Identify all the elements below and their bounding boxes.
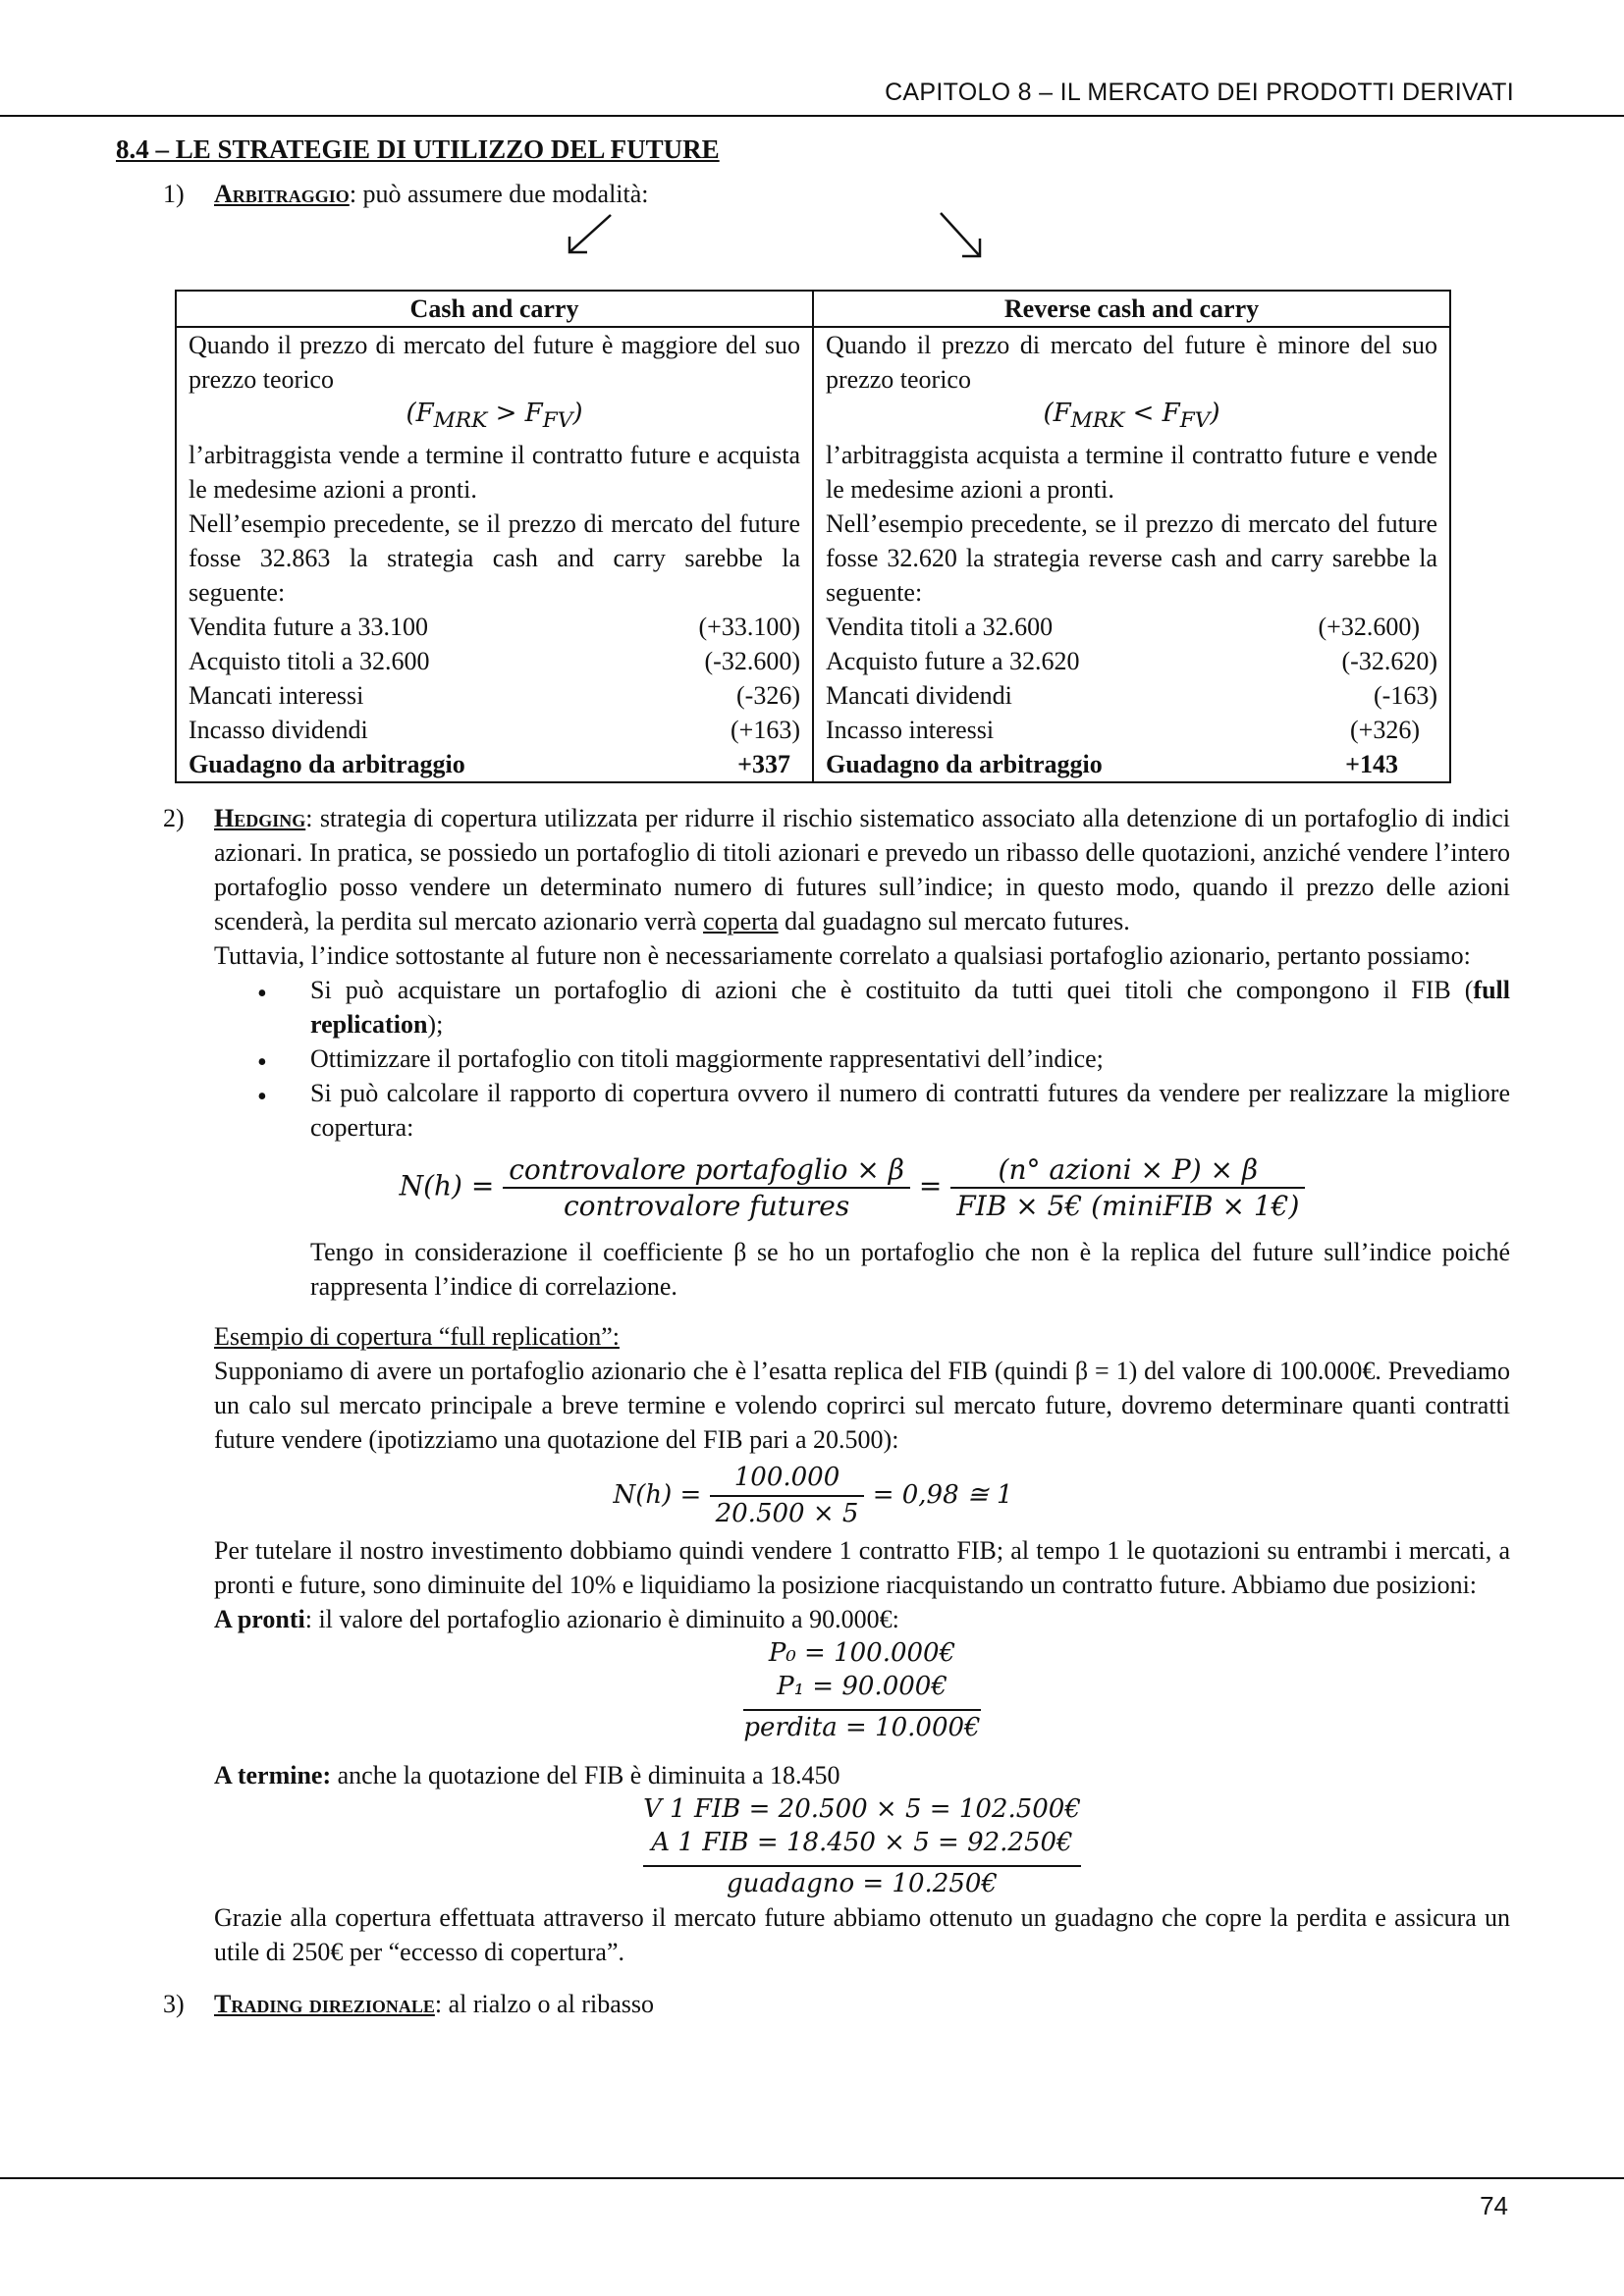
reverse-row: Mancati dividendi (-163) (826, 681, 1437, 711)
cash-carry-cell (176, 327, 813, 782)
reverse-formula: $(F_{MRK} < F_{FV})$ (1043, 399, 1220, 434)
reverse-row: Incasso interessi (+326) (826, 716, 1420, 745)
hedge-ratio-formula: N(h) = $\frac{\text{controvalore portafoglio × β}}{\text{controvalore futures}}$ = $\frac{\text{(n° azioni × P) × β}}{\text{FIB × 5€ (miniFIB × 1€)}}$ (116, 1152, 1510, 1223)
example-formula: N(h) = $\frac{100.000}{20.500 \times 5}$ = 0,98 ≅ 1 (613, 1463, 1013, 1529)
reverse-cash-carry-header: Reverse cash and carry (813, 291, 1450, 327)
cash-carry-row: Mancati interessi (-326) (189, 681, 800, 711)
termine-calc: V 1 FIB = 20.500 × 5 = 102.500€ A 1 FIB = 18.450 × 5 = 92.250€ guadagno = 10.250€ (643, 1794, 1081, 1899)
item-number: 2) (163, 804, 185, 833)
arbitraggio-text: : può assumere due modalità: (349, 180, 649, 208)
a-termine: A termine: anche la quotazione del FIB è diminuita a 18.450 (214, 1761, 840, 1790)
hedging-bullets (116, 973, 1510, 1145)
cash-carry-p1: Quando il prezzo di mercato del future è maggiore del suo prezzo teorico (189, 331, 800, 394)
section-title: 8.4 – LE STRATEGIE DI UTILIZZO DEL FUTURE (116, 134, 720, 164)
header-rule (0, 115, 1624, 117)
hedging-label: Hedging (214, 804, 306, 833)
trading-label: Trading direzionale (214, 1990, 435, 2019)
cash-carry-row: Vendita future a 33.100 (+33.100) (189, 613, 800, 642)
a-pronti: A pronti: il valore del portafoglio azionario è diminuito a 90.000€: (214, 1605, 899, 1634)
arrow-down-right-icon (933, 207, 992, 266)
cash-carry-p2: l’arbitraggista vende a termine il contratto future e acquista le medesime azioni a pronti. (189, 441, 800, 505)
reverse-row: Vendita titoli a 32.600 (+32.600) (826, 613, 1420, 642)
item-trading: 3) Trading direzionale: al rialzo o al ribasso (116, 1987, 1510, 2021)
example-title: Esempio di copertura “full replication”: (214, 1322, 620, 1352)
cash-carry-row: Acquisto titoli a 32.600 (-32.600) (189, 647, 800, 676)
pronti-calc: P₀ = 100.000€ P₁ = 90.000€ perdita = 10.000€ (743, 1638, 981, 1743)
arbitraggio-label: Arbitraggio (214, 180, 350, 208)
item-number: 1) (163, 180, 185, 208)
example-p3: Grazie alla copertura effettuata attraverso il mercato future abbiamo ottenuto un guadagno che copre la perdita e assicura un utile di 250€ per “eccesso di copertura”. (214, 1903, 1510, 1967)
reverse-p1: Quando il prezzo di mercato del future è minore del suo prezzo teorico (826, 331, 1437, 394)
cash-carry-row: Incasso dividendi (+163) (189, 716, 800, 745)
page-number: 74 (1480, 2191, 1508, 2220)
list-item: • Si può acquistare un portafoglio di azioni che è costituito da tutti quei titoli che compongono il FIB (full replication); (214, 973, 1510, 1041)
cash-carry-header: Cash and carry (176, 291, 813, 327)
reverse-total: Guadagno da arbitraggio +143 (826, 750, 1398, 779)
item-number: 3) (163, 1990, 185, 2019)
item-arbitraggio (116, 177, 1510, 211)
list-item: • Si può calcolare il rapporto di copertura ovvero il numero di contratti futures da vendere per realizzare la migliore copertura: (214, 1076, 1510, 1145)
cash-carry-p3: Nell’esempio precedente, se il prezzo di mercato del future fosse 32.863 la strategia cash and carry sarebbe la seguente: (189, 509, 800, 608)
arbitrage-table (175, 290, 1451, 783)
arrows (116, 211, 1510, 290)
reverse-p2: l’arbitraggista acquista a termine il contratto future e vende le medesime azioni a pronti. (826, 441, 1437, 505)
example-p1: Supponiamo di avere un portafoglio azionario che è l’esatta replica del FIB (quindi β = 1) del valore di 100.000€. Prevediamo un calo sul mercato principale a breve termine e volendo coprirci sul mercato future, dovremo determinare quanti contratti future vendere (ipotizziamo una quotazione del FIB pari a 20.500): (214, 1357, 1510, 1455)
hedging-p2: Tuttavia, l’indice sottostante al future non è necessariamente correlato a qualsiasi portafoglio azionario, pertanto possiamo: (214, 941, 1471, 971)
page-content (116, 133, 1510, 2021)
reverse-row: Acquisto future a 32.620 (-32.620) (826, 647, 1437, 676)
chapter-title: CAPITOLO 8 – IL MERCATO DEI PRODOTTI DERIVATI (885, 79, 1514, 106)
cash-carry-formula: $(F_{MRK} > F_{FV})$ (406, 399, 583, 434)
footer-rule (0, 2177, 1624, 2179)
hedging-p3: Tengo in considerazione il coefficiente β se ho un portafoglio che non è la replica del future sull’indice poiché rappresenta l’indice di correlazione. (310, 1238, 1510, 1302)
list-item: • Ottimizzare il portafoglio con titoli maggiormente rappresentativi dell’indice; (214, 1041, 1510, 1076)
coperta-term: coperta (703, 907, 779, 936)
example-p2: Per tutelare il nostro investimento dobbiamo quindi vendere 1 contratto FIB; al tempo 1 le quotazioni su entrambi i mercati, a pronti e future, sono diminuite del 10% e liquidiamo la posizione riacquistando un contratto future. Abbiamo due posizioni: (214, 1536, 1510, 1600)
item-hedging: 2) Hedging: strategia di copertura utilizzata per ridurre il rischio sistematico associato alla detenzione di un portafoglio di indici azionari. In pratica, se possiedo un portafoglio di titoli azionari e prevedo un ribasso delle quotazioni, anziché vendere l’intero portafoglio posso vendere un determinato numero di futures sull’indice; in questo modo, quando il prezzo delle azioni scenderà, la perdita sul mercato azionario verrà coperta dal guadagno sul mercato futures. (116, 801, 1510, 938)
reverse-cash-carry-cell (813, 327, 1450, 782)
cash-carry-total: Guadagno da arbitraggio +337 (189, 750, 790, 779)
arrow-down-left-icon (560, 211, 619, 260)
reverse-p3: Nell’esempio precedente, se il prezzo di mercato del future fosse 32.620 la strategia reverse cash and carry sarebbe la seguente: (826, 509, 1437, 608)
